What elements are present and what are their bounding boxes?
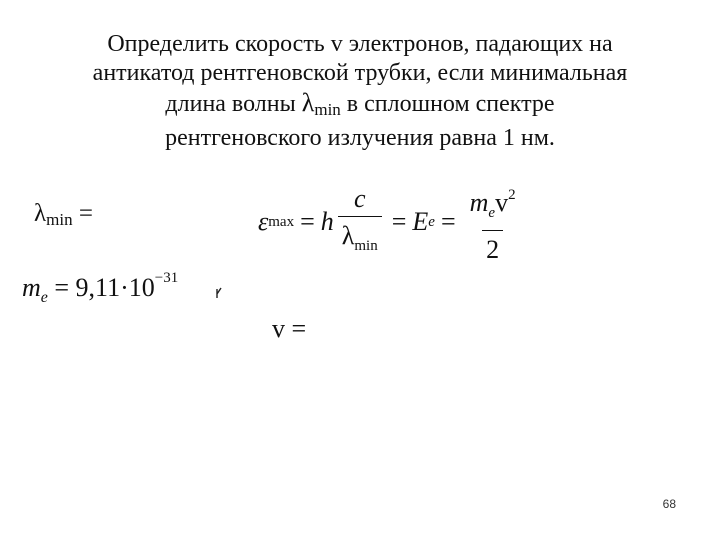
epsilon-symbol: ε [258,207,269,236]
epsilon-subscript: max [268,213,295,230]
equals-sign-3: = [440,207,456,236]
frac1-denominator-subscript: min [354,237,378,254]
frac2-mass-subscript: e [488,204,496,221]
answer-velocity: v = [272,314,307,343]
fraction-c-over-lambda [338,184,382,261]
frac2-velocity: v [495,187,509,217]
problem-statement [24,30,696,153]
page-number: 68 [662,497,676,511]
given-lambda-min [34,200,93,230]
given-electron-mass [22,270,178,307]
given-lambda-equals: = [72,200,93,227]
frac1-denominator-lambda: λ [341,220,355,250]
mass-subscript: e [40,289,48,306]
frac2-exponent: 2 [508,186,516,203]
mass-symbol: m [22,273,41,302]
problem-line-3-start: длина волны [165,91,302,117]
equals-sign-2: = [391,207,407,236]
problem-line-2: антикатод рентгеновской трубки, если минимальная [92,60,628,86]
frac2-mass: m [469,187,489,217]
equals-sign-1: = [300,207,315,236]
problem-line-1: Определить скорость v электронов, падающих на [107,31,613,57]
energy-formula [258,183,524,264]
lambda-min-subscript: min [314,100,341,119]
fraction-kinetic-energy [466,180,520,265]
problem-line-4: рентгеновского излучения равна 1 нм. [165,125,555,151]
mass-value: = 9,11·10 [47,273,155,302]
frac2-denominator: 2 [482,230,503,265]
lambda-symbol: λ [301,88,315,117]
given-lambda-subscript: min [46,210,73,229]
mass-exponent: −31 [154,270,179,286]
given-lambda-symbol: λ [34,200,47,227]
frac1-numerator: c [353,183,366,213]
energy-subscript: e [428,213,435,230]
energy-symbol: E [412,207,429,236]
cropped-glyph-fragment [216,287,222,299]
problem-line-3-end: в сплошном спектре [340,91,555,117]
planck-symbol: h [320,207,334,236]
